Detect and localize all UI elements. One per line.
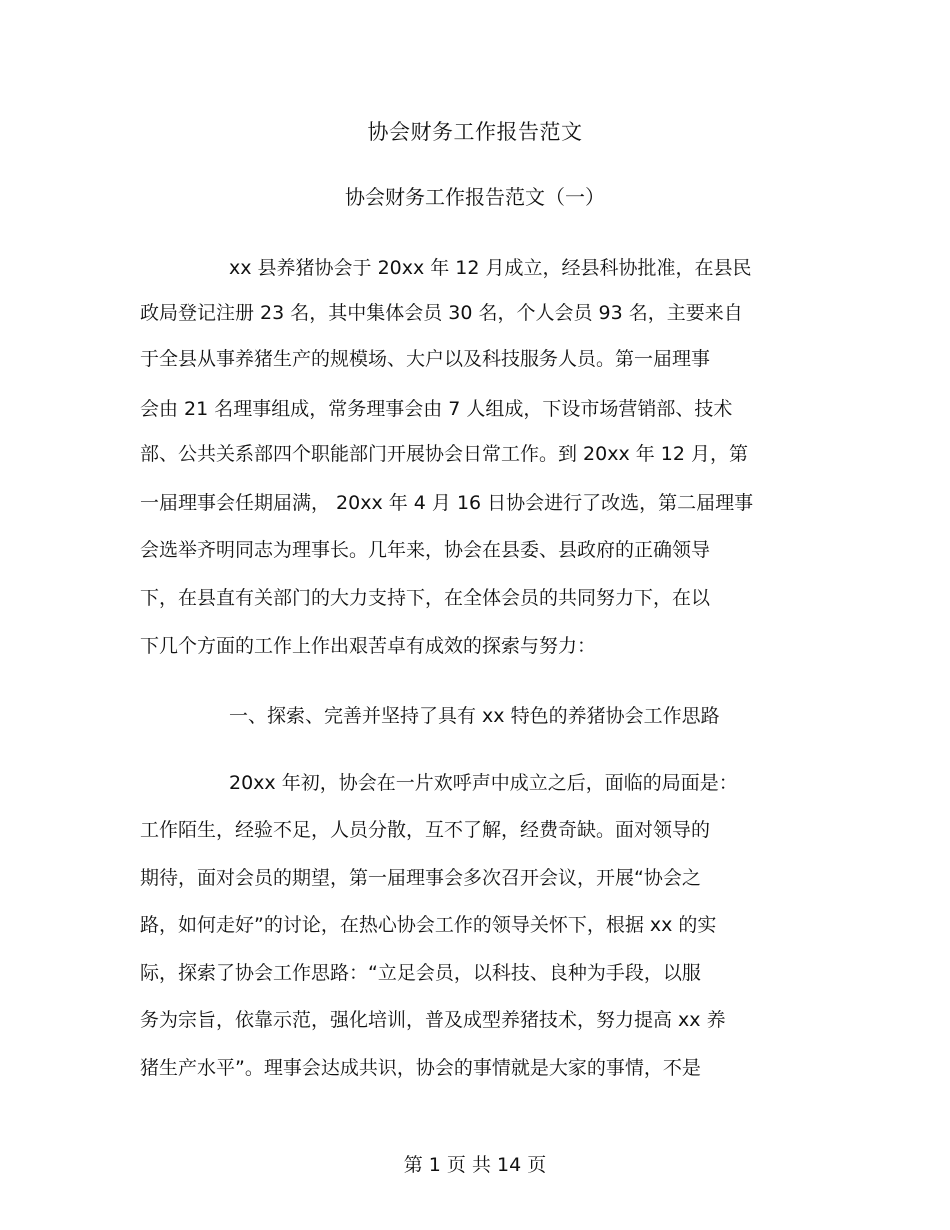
paragraph-line: 猪生产水平”。理事会达成共识，协会的事情就是大家的事情，不是 [140, 1057, 701, 1079]
paragraph-line: xx 县养猪协会于 20xx 年 12 月成立，经县科协批准，在县民 [229, 257, 752, 279]
page-number: 第 1 页 共 14 页 [403, 1154, 547, 1176]
paragraph-line: 部、公共关系部四个职能部门开展协会日常工作。到 20xx 年 12 月，第 [140, 443, 749, 465]
paragraph-line: 政局登记注册 23 名，其中集体会员 30 名，个人会员 93 名，主要来自 [140, 302, 743, 324]
paragraph-line: 路，如何走好”的讨论，在热心协会工作的领导关怀下，根据 xx 的实 [140, 914, 717, 936]
document-title: 协会财务工作报告范文 [367, 120, 583, 144]
paragraph-line: 工作陌生，经验不足，人员分散，互不了解，经费奇缺。面对领导的 [140, 819, 711, 841]
section-heading: 一、探索、完善并坚持了具有 xx 特色的养猪协会工作思路 [229, 705, 720, 727]
paragraph-line: 会选举齐明同志为理事长。几年来，协会在县委、县政府的正确领导 [140, 539, 711, 561]
paragraph-line: 期待，面对会员的期望，第一届理事会多次召开会议，开展“协会之 [140, 867, 701, 889]
paragraph-line: 20xx 年初，协会在一片欢呼声中成立之后，面临的局面是： [229, 772, 738, 794]
paragraph-line: 务为宗旨，依靠示范，强化培训，普及成型养猪技术，努力提高 xx 养 [140, 1009, 726, 1031]
document-subtitle: 协会财务工作报告范文（一） [345, 185, 605, 209]
paragraph-line: 下，在县直有关部门的大力支持下，在全体会员的共同努力下，在以 [140, 587, 711, 609]
paragraph-line: 一届理事会任期届满， 20xx 年 4 月 16 日协会进行了改选，第二届理事 [140, 492, 754, 514]
paragraph-line: 下几个方面的工作上作出艰苦卓有成效的探索与努力： [140, 635, 597, 657]
paragraph-line: 于全县从事养猪生产的规模场、大户以及科技服务人员。第一届理事 [140, 348, 711, 370]
paragraph-line: 际，探索了协会工作思路：“立足会员，以科技、良种为手段，以服 [140, 962, 701, 984]
paragraph-line: 会由 21 名理事组成，常务理事会由 7 人组成，下设市场营销部、技术 [140, 398, 733, 420]
